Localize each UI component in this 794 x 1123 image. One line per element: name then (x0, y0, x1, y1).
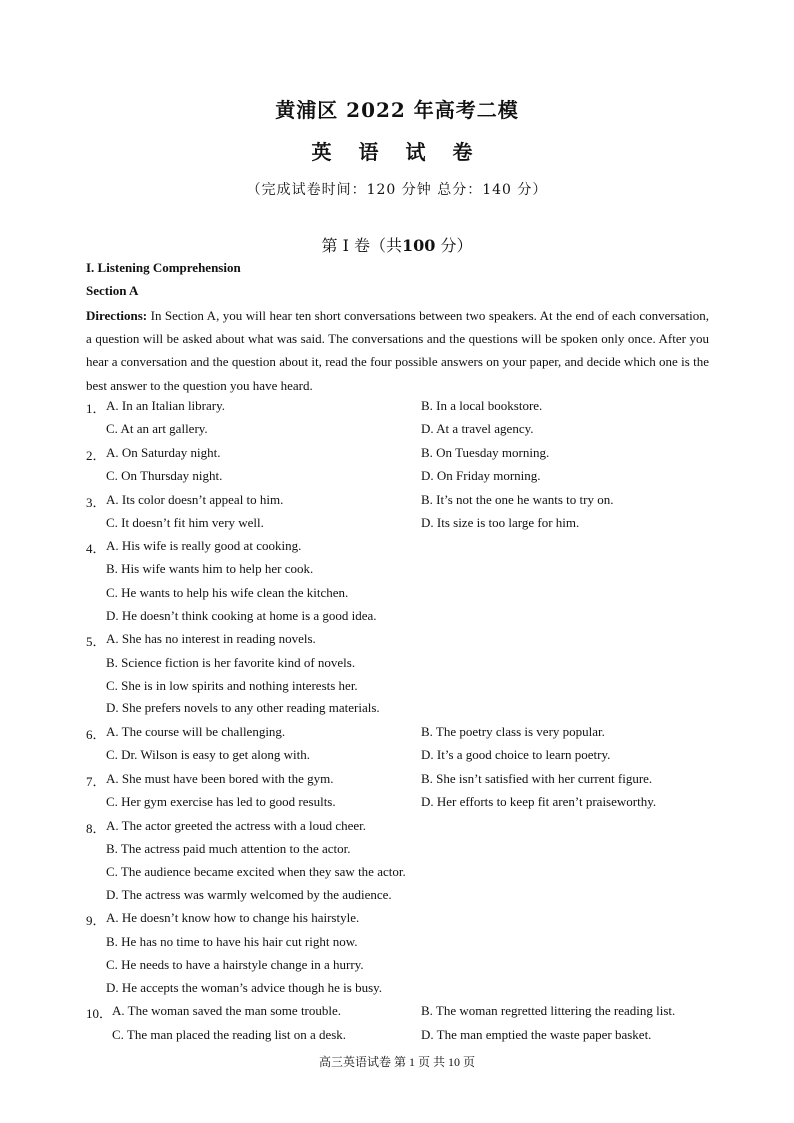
question-number: 1． (86, 401, 106, 416)
option-a: A. The woman saved the man some trouble. (112, 1003, 342, 1018)
question-number: 10． (86, 1006, 113, 1021)
option-c: C. He wants to help his wife clean the kitchen. (106, 585, 349, 600)
option-b: B. He has no time to have his hair cut right now. (106, 934, 358, 949)
part-title-prefix: 第 I 卷（共 (321, 236, 402, 255)
option-d: D. Its size is too large for him. (421, 515, 580, 530)
option-a: A. The course will be challenging. (106, 724, 286, 739)
option-d: D. He doesn’t think cooking at home is a good idea. (106, 608, 377, 623)
exam-subject-title: 英 语 试 卷 (311, 140, 483, 164)
question-number: 5． (86, 634, 106, 649)
section-heading: I. Listening Comprehension (86, 260, 241, 275)
option-a: A. On Saturday night. (106, 445, 221, 460)
option-d: D. On Friday morning. (421, 468, 541, 483)
option-b: B. It’s not the one he wants to try on. (421, 492, 614, 507)
option-a: A. In an Italian library. (106, 398, 225, 413)
directions-paragraph (86, 304, 709, 397)
option-c: C. He needs to have a hairstyle change in a hurry. (106, 957, 364, 972)
option-c: C. She is in low spirits and nothing interests her. (106, 678, 358, 693)
option-b: B. The actress paid much attention to the actor. (106, 841, 351, 856)
option-d: D. It’s a good choice to learn poetry. (421, 747, 611, 762)
directions-label: Directions: (86, 308, 148, 323)
exam-info: （完成试卷时间：120 分钟 总分：140 分） (246, 182, 548, 198)
option-d: D. He accepts the woman’s advice though he is busy. (106, 980, 383, 995)
option-c: C. The audience became excited when they saw the actor. (106, 864, 406, 879)
option-d: D. She prefers novels to any other reading materials. (106, 700, 380, 715)
option-b: B. The woman regretted littering the reading list. (421, 1003, 676, 1018)
page-footer: 高三英语试卷 第 1 页 共 10 页 (318, 1055, 475, 1069)
option-a: A. The actor greeted the actress with a loud cheer. (106, 818, 367, 833)
question-number: 8． (86, 821, 106, 836)
question-number: 6． (86, 727, 106, 742)
section-sub-heading: Section A (86, 283, 139, 298)
option-c: C. It doesn’t fit him very well. (106, 515, 264, 530)
exam-title: 黄浦区 2022 年高考二模 (275, 98, 519, 122)
option-a: A. He doesn’t know how to change his hairstyle. (106, 910, 360, 925)
part-title-score: 100 (402, 236, 436, 255)
option-a: A. His wife is really good at cooking. (106, 538, 302, 553)
option-c: C. At an art gallery. (106, 421, 208, 436)
option-b: B. Science fiction is her favorite kind of novels. (106, 655, 356, 670)
option-b: B. On Tuesday morning. (421, 445, 550, 460)
option-c: C. Her gym exercise has led to good results. (106, 794, 336, 809)
part-title-suffix: 分） (435, 236, 473, 255)
option-d: D. Her efforts to keep fit aren’t praiseworthy. (421, 794, 657, 809)
option-a: A. Its color doesn’t appeal to him. (106, 492, 284, 507)
option-d: D. The man emptied the waste paper basket. (421, 1027, 652, 1042)
part-title (0, 233, 794, 256)
question-number: 7． (86, 774, 106, 789)
option-a: A. She must have been bored with the gym. (106, 771, 334, 786)
question-number: 9． (86, 913, 106, 928)
option-b: B. In a local bookstore. (421, 398, 543, 413)
question-number: 4． (86, 541, 106, 556)
option-c: C. The man placed the reading list on a desk. (112, 1027, 347, 1042)
option-b: B. His wife wants him to help her cook. (106, 561, 314, 576)
option-c: C. Dr. Wilson is easy to get along with. (106, 747, 310, 762)
directions-text: In Section A, you will hear ten short conversations between two speakers. At the end of each conversation, a question will be asked about what was said. The conversations and the questions will be spoken only once. After you hear a conversation and the question about it, read the four possible answers on your paper, and decide which one is the best answer to the question you have heard. (86, 308, 709, 393)
question-number: 3． (86, 495, 106, 510)
option-c: C. On Thursday night. (106, 468, 223, 483)
option-d: D. The actress was warmly welcomed by the audience. (106, 887, 392, 902)
option-b: B. The poetry class is very popular. (421, 724, 605, 739)
option-d: D. At a travel agency. (421, 421, 534, 436)
question-number: 2． (86, 448, 106, 463)
option-a: A. She has no interest in reading novels. (106, 631, 316, 646)
option-b: B. She isn’t satisfied with her current figure. (421, 771, 653, 786)
